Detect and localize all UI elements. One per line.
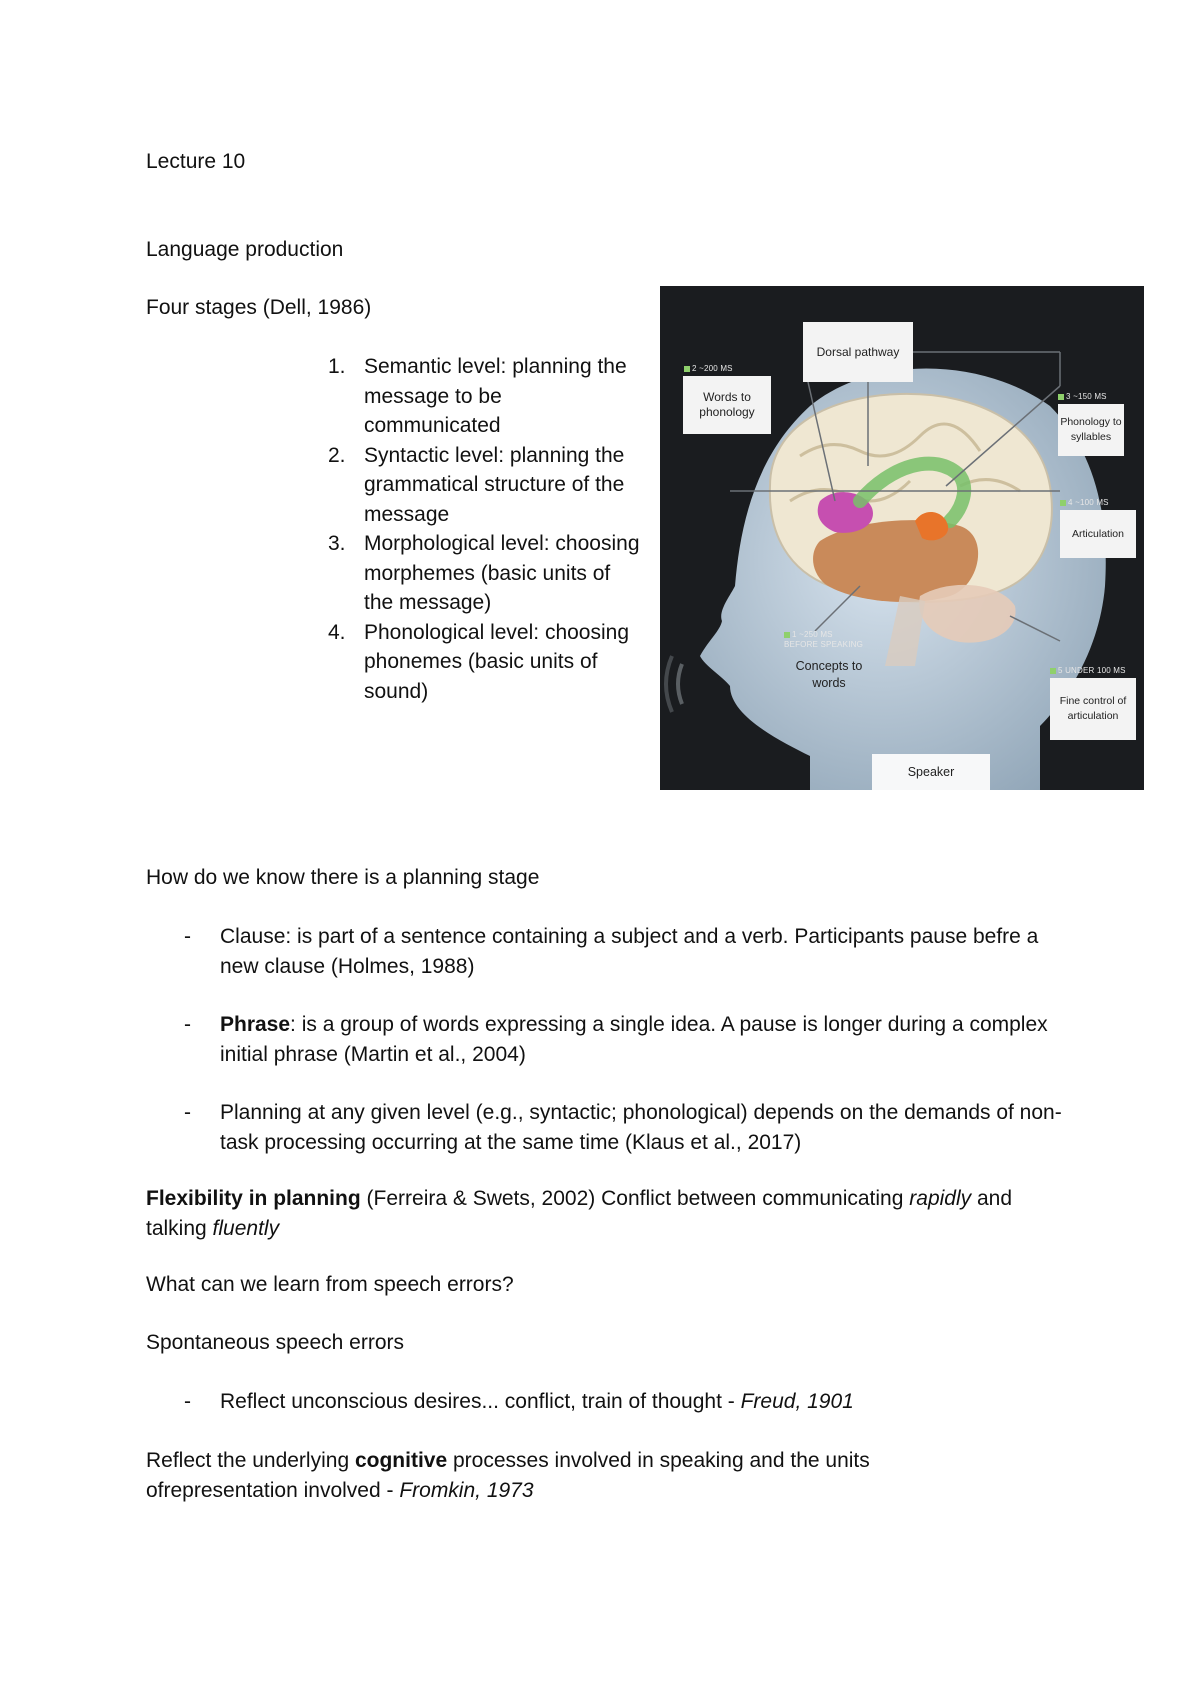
label-fine-control: Fine control of articulation: [1050, 678, 1136, 740]
bullet-text: Clause: is part of a sentence containing a subject and a verb. Participants pause befre a new clause (Holmes, 1988): [220, 925, 1039, 978]
list-item: [322, 529, 642, 618]
label-concepts-to-words: Concepts to words: [795, 659, 863, 690]
bullet-dash: -: [184, 1013, 191, 1036]
bullet-dash: -: [184, 925, 191, 948]
label-speaker: Speaker: [872, 754, 990, 790]
stage-marker-icon: [684, 366, 690, 372]
list-number: 4.: [328, 620, 346, 644]
list-item: [180, 1098, 1080, 1157]
stage-marker-icon: [1060, 500, 1066, 506]
section-title: Language production: [146, 238, 344, 261]
brain-figure: [660, 286, 1144, 790]
tag-stage-3: 3 ~150 MS: [1058, 392, 1107, 401]
flexibility-paragraph: Flexibility in planning (Ferreira & Swets, 2002) Conflict between communicating rapidly and talking fluently: [146, 1187, 1013, 1240]
spontaneous-heading: Spontaneous speech errors: [146, 1331, 404, 1354]
tag-before-speaking: BEFORE SPEAKING: [784, 640, 864, 649]
bullet-bold-term: Phrase: [220, 1013, 291, 1036]
flexibility-bold: Flexibility in planning: [146, 1187, 361, 1210]
list-number: 2.: [328, 443, 346, 467]
list-item: [180, 1387, 1080, 1417]
list-number: 1.: [328, 355, 346, 378]
speech-errors-question: What can we learn from speech errors?: [146, 1273, 514, 1296]
stage-marker-icon: [1050, 668, 1056, 674]
stages-list: [322, 352, 642, 706]
tag-stage-4: 4 ~100 MS: [1060, 498, 1109, 507]
list-item: [180, 922, 1080, 981]
stage-text: Semantic level: planning the message to be communicated: [364, 355, 627, 437]
stage-text: Phonological level: choosing phonemes (basic units of sound): [364, 620, 630, 703]
bullet-dash: -: [184, 1101, 191, 1124]
stage-marker-icon: [1058, 394, 1064, 400]
list-item: [322, 352, 642, 441]
label-phonology-to-syllables: Phonology to syllables: [1058, 404, 1124, 456]
four-stages-heading: Four stages (Dell, 1986): [146, 296, 372, 319]
label-articulation: Articulation: [1060, 510, 1136, 558]
list-item: [180, 1010, 1080, 1069]
stage-text: Morphological level: choosing morphemes (basic units of the message): [364, 532, 640, 614]
list-item: [322, 441, 642, 530]
bullet-text: Planning at any given level (e.g., syntactic; phonological) depends on the demands of non-task processing occurring at the same time (Klaus et al., 2017): [220, 1101, 1062, 1154]
label-words-to-phonology: Words to phonology: [683, 376, 771, 434]
bullet-text: Phrase: is a group of words expressing a single idea. A pause is longer during a complex initial phrase (Martin et al., 2004): [220, 1013, 1048, 1066]
stage-marker-icon: [784, 632, 790, 638]
label-dorsal-pathway: Dorsal pathway: [803, 322, 913, 382]
planning-heading: How do we know there is a planning stage: [146, 866, 540, 889]
bullet-text: Reflect unconscious desires... conflict, train of thought - Freud, 1901: [220, 1390, 854, 1413]
list-item: [322, 618, 642, 707]
sound-wave-icon: [678, 664, 682, 704]
tag-stage-5: 5 UNDER 100 MS: [1050, 666, 1126, 675]
fromkin-paragraph: Reflect the underlying cognitive processes involved in speaking and the units ofrepresentation involved - Fromkin, 1973: [146, 1449, 870, 1502]
list-number: 3.: [328, 532, 346, 555]
tag-stage-1: 1 ~250 MS: [784, 630, 833, 639]
tag-stage-2: 2 ~200 MS: [684, 364, 733, 373]
stage-text: Syntactic level: planning the grammatical structure of the message: [364, 443, 625, 526]
lecture-title: Lecture 10: [146, 150, 246, 173]
bullet-dash: -: [184, 1390, 191, 1413]
